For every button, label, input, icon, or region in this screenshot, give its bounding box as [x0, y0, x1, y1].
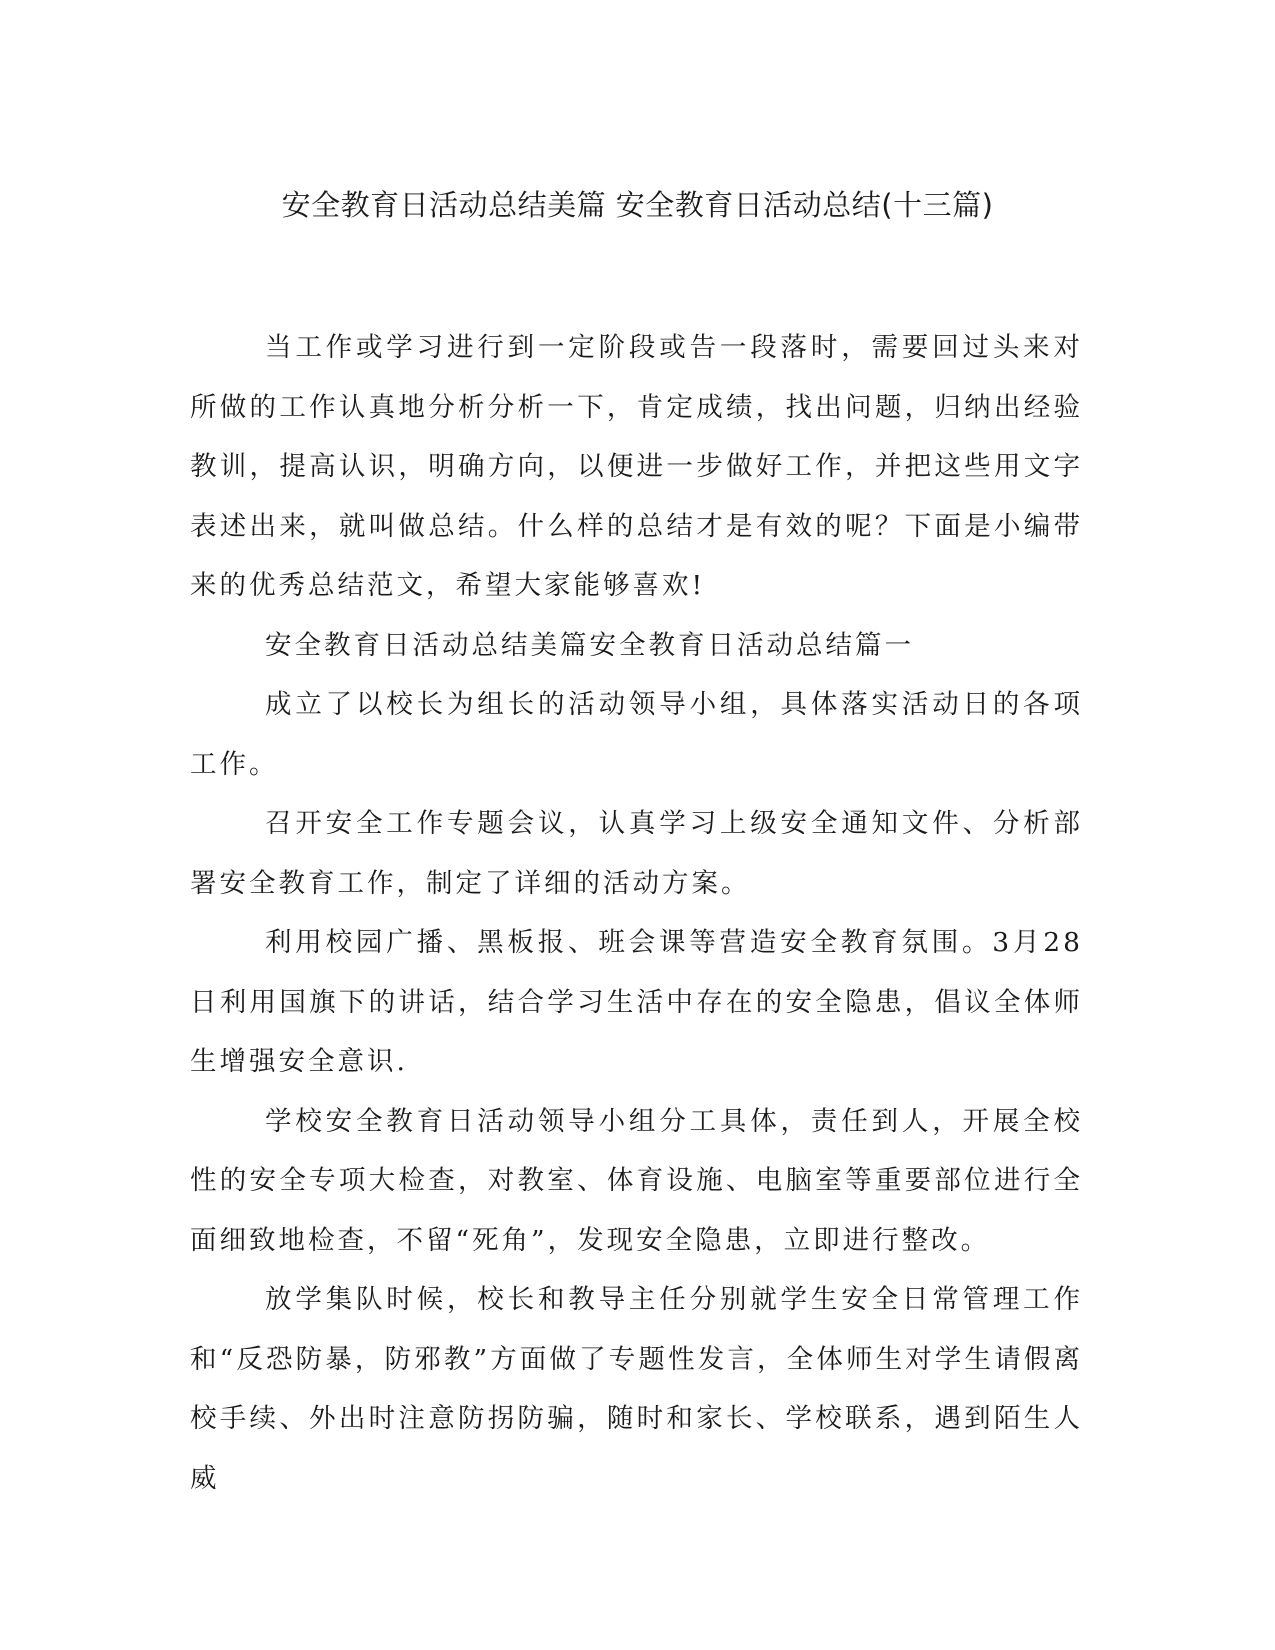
- paragraph-dismissal-speech: 放学集队时候，校长和教导主任分别就学生安全日常管理工作和“反恐防暴，防邪教”方面做了专题性发言，全体师生对学生请假离校手续、外出时注意防拐防骗，随时和家长、学校联系，遇到陌生人威: [190, 1284, 1083, 1494]
- document-title: 安全教育日活动总结美篇 安全教育日活动总结(十三篇): [281, 188, 994, 222]
- paragraph-atmosphere: 利用校园广播、黑板报、班会课等营造安全教育氛围。3月28日利用国旗下的讲话，结合学习生活中存在的安全隐患，倡议全体师生增强安全意识.: [190, 927, 1083, 1077]
- paragraph-leadership-group: 成立了以校长为组长的活动领导小组，具体落实活动日的各项工作。: [190, 689, 1083, 780]
- section-heading: 安全教育日活动总结美篇安全教育日活动总结篇一: [265, 629, 914, 661]
- paragraph-safety-meeting: 召开安全工作专题会议，认真学习上级安全通知文件、分析部署安全教育工作，制定了详细的活动方案。: [190, 808, 1083, 899]
- paragraph-inspection: 学校安全教育日活动领导小组分工具体，责任到人，开展全校性的安全专项大检查，对教室、体育设施、电脑室等重要部位进行全面细致地检查，不留“死角”，发现安全隐患，立即进行整改。: [190, 1105, 1083, 1256]
- paragraph-intro: 当工作或学习进行到一定阶段或告一段落时，需要回过头来对所做的工作认真地分析分析一下，肯定成绩，找出问题，归纳出经验教训，提高认识，明确方向，以便进一步做好工作，并把这些用文字表述出来，就叫做总结。什么样的总结才是有效的呢？下面是小编带来的优秀总结范文，希望大家能够喜欢!: [190, 332, 1083, 601]
- document-body: [190, 318, 1083, 1508]
